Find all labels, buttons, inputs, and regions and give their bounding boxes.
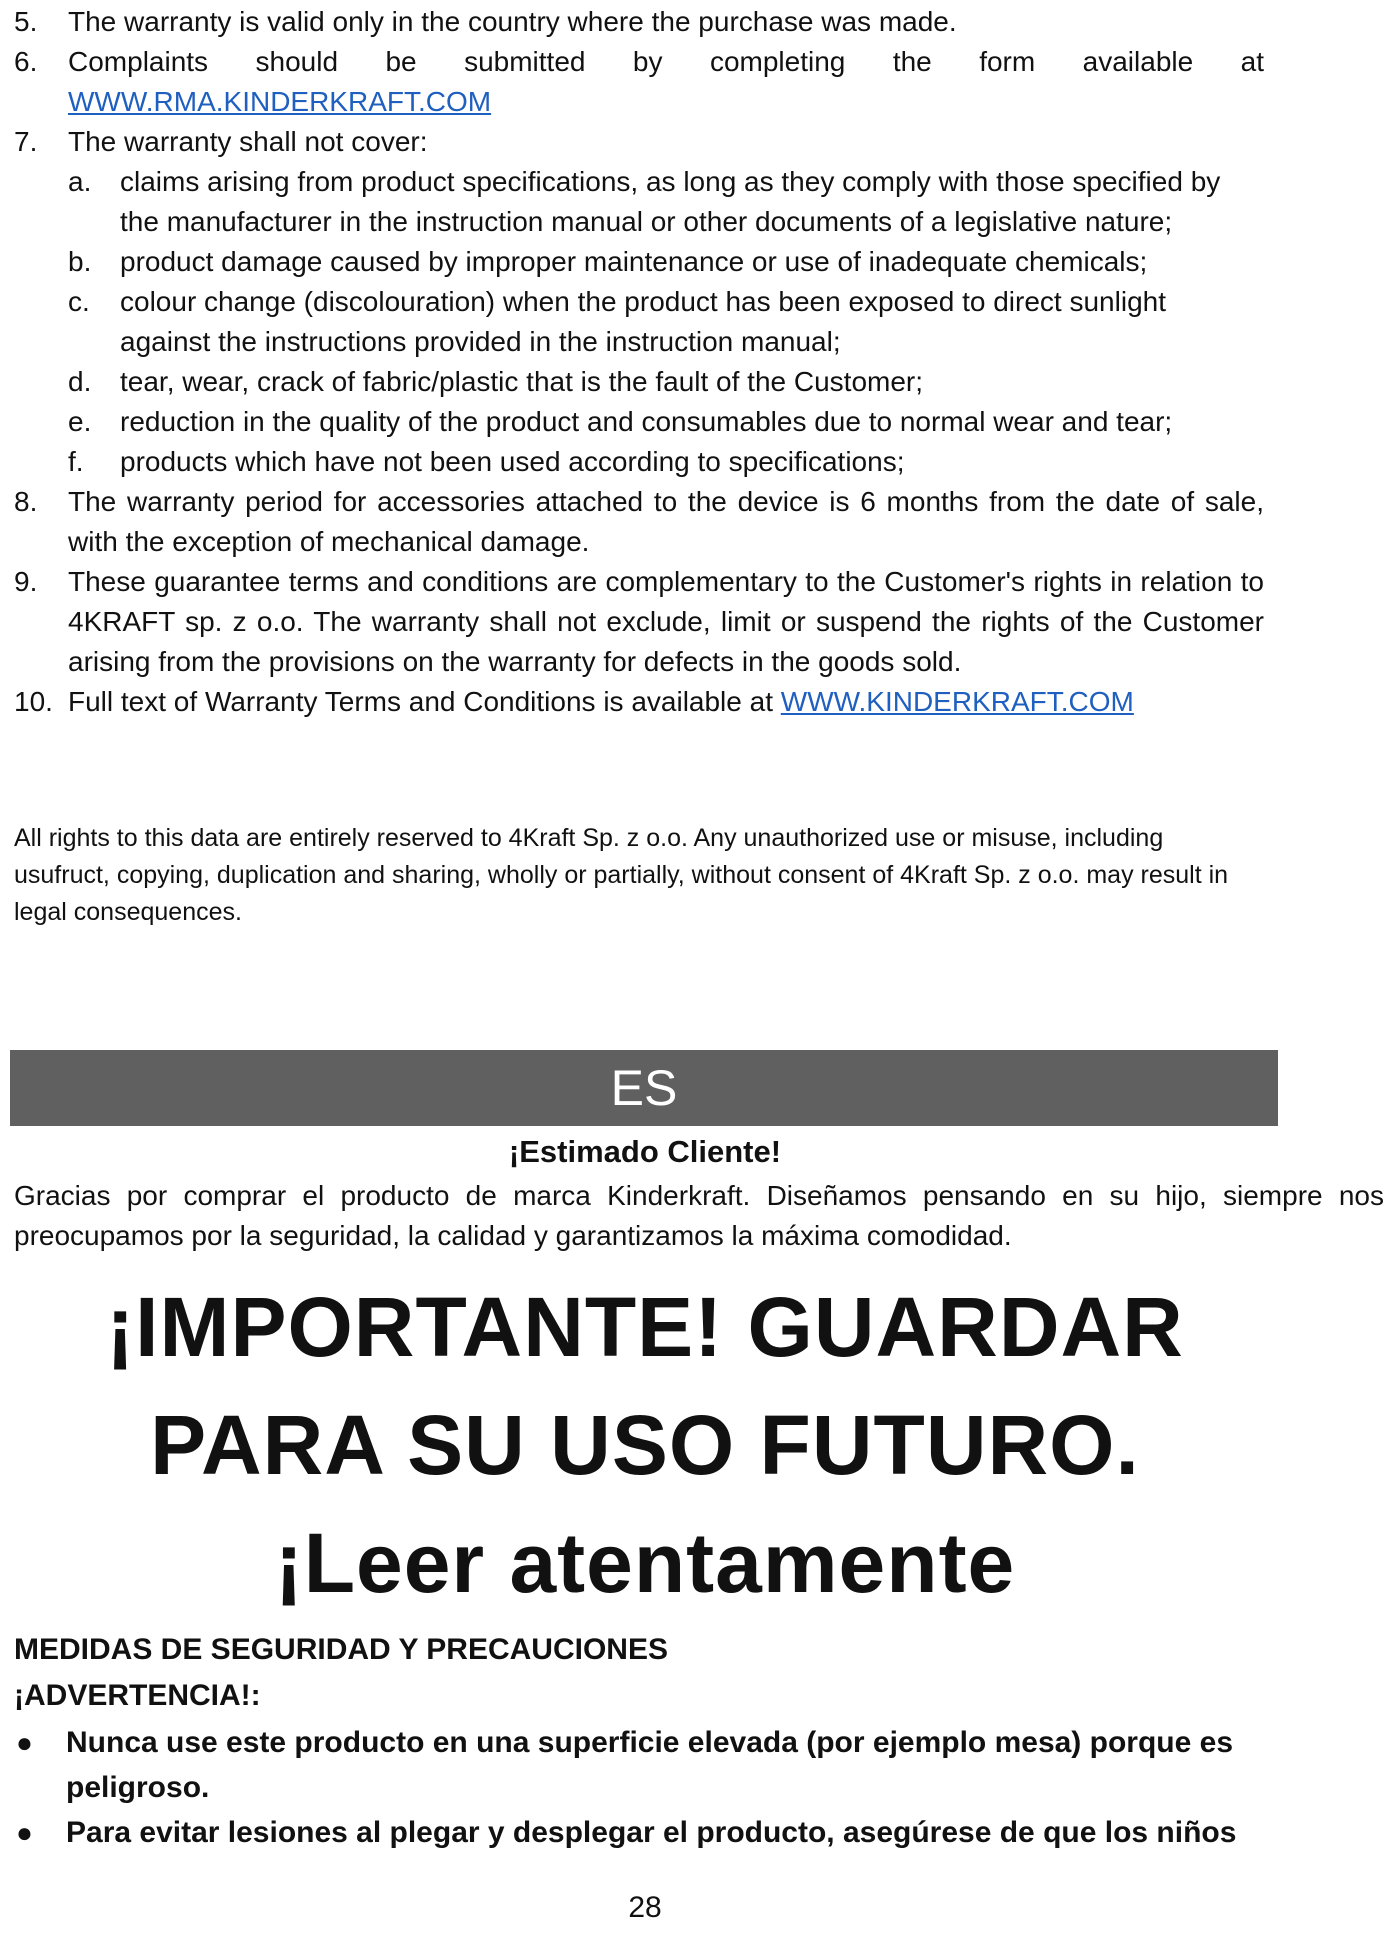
item-number: 8. <box>14 486 38 517</box>
exclusion-text: product damage caused by improper maintenance or use of inadequate chemicals; <box>120 246 1148 277</box>
item-text: Complaints should be submitted by completing the form available at <box>68 46 1264 77</box>
exclusion-text: colour change (discolouration) when the product has been exposed to direct sunlight against the instructions provided in the instruction manual; <box>120 286 1166 357</box>
exclusion-item-e <box>14 402 1264 442</box>
exclusion-item-d <box>14 362 1264 402</box>
item-text: Full text of Warranty Terms and Conditions is available at <box>68 686 781 717</box>
item-number: 7. <box>14 126 38 157</box>
bullet-item <box>14 1810 1274 1855</box>
rma-link[interactable]: WWW.RMA.KINDERKRAFT.COM <box>68 86 492 117</box>
warranty-item-5 <box>14 2 1264 42</box>
item-text: The warranty shall not cover: <box>68 126 428 157</box>
item-number: 10. <box>14 686 53 717</box>
exclusion-letter: c. <box>68 286 90 317</box>
warning-bullets <box>14 1720 1274 1855</box>
item-text: These guarantee terms and conditions are complementary to the Customer's rights in relation to 4KRAFT sp. z o.o. The warranty shall not exclude, limit or suspend the rights of the Customer arising from the provisions on the warranty for defects in the goods sold. <box>68 566 1264 677</box>
warranty-item-6 <box>14 42 1264 122</box>
exclusion-text: products which have not been used according to specifications; <box>120 446 905 477</box>
exclusion-item-c <box>14 282 1264 362</box>
exclusion-letter: d. <box>68 366 92 397</box>
bullet-text: Para evitar lesiones al plegar y desplegar el producto, asegúrese de que los niños <box>66 1816 1237 1849</box>
warranty-item-7 <box>14 122 1264 162</box>
item-number: 9. <box>14 566 38 597</box>
exclusion-text: claims arising from product specifications, as long as they comply with those specified by the manufacturer in the instruction manual or other documents of a legislative nature; <box>120 166 1221 237</box>
exclusion-text: reduction in the quality of the product and consumables due to normal wear and tear; <box>120 406 1173 437</box>
warranty-item-8 <box>14 482 1264 562</box>
important-notice: ¡IMPORTANTE! GUARDAR PARA SU USO FUTURO. ¡Leer atentamente <box>106 1280 1184 1610</box>
warranty-item-10 <box>14 682 1264 722</box>
exclusion-letter: a. <box>68 166 92 197</box>
bullet-icon: ● <box>16 1817 33 1848</box>
language-section-bar: ES <box>10 1050 1278 1126</box>
warning-label: ¡ADVERTENCIA!: <box>14 1679 261 1712</box>
exclusion-text: tear, wear, crack of fabric/plastic that is the fault of the Customer; <box>120 366 924 397</box>
rights-notice: All rights to this data are entirely reserved to 4Kraft Sp. z o.o. Any unauthorized use or misuse, including usufruct, copying, duplication and sharing, wholly or partially, without consent of 4Kraft Sp. z o.o. may result in legal consequences. <box>14 824 1229 926</box>
exclusion-item-f <box>14 442 1264 482</box>
bullet-text: Nunca use este producto en una superficie elevada (por ejemplo mesa) porque es peligroso. <box>66 1726 1233 1804</box>
kinderkraft-link[interactable]: WWW.KINDERKRAFT.COM <box>780 686 1134 717</box>
greeting-heading: ¡Estimado Cliente! <box>508 1134 782 1169</box>
item-number: 5. <box>14 6 38 37</box>
item-text: The warranty is valid only in the country where the purchase was made. <box>68 6 957 37</box>
intro-paragraph: Gracias por comprar el producto de marca Kinderkraft. Diseñamos pensando en su hijo, siempre nos preocupamos por la seguridad, la calidad y garantizamos la máxima comodidad. <box>14 1180 1384 1251</box>
exclusion-letter: f. <box>68 446 84 477</box>
bullet-icon: ● <box>16 1727 33 1758</box>
exclusion-letter: b. <box>68 246 92 277</box>
exclusion-item-b <box>14 242 1264 282</box>
warranty-list <box>14 2 1264 722</box>
item-text: The warranty period for accessories attached to the device is 6 months from the date of sale, with the exception of mechanical damage. <box>68 486 1264 557</box>
exclusion-letter: e. <box>68 406 92 437</box>
exclusion-item-a <box>14 162 1264 242</box>
safety-section-title: MEDIDAS DE SEGURIDAD Y PRECAUCIONES <box>14 1633 668 1666</box>
item-number: 6. <box>14 46 38 77</box>
bullet-item <box>14 1720 1274 1810</box>
warranty-item-9 <box>14 562 1264 682</box>
page-number: 28 <box>628 1891 662 1924</box>
